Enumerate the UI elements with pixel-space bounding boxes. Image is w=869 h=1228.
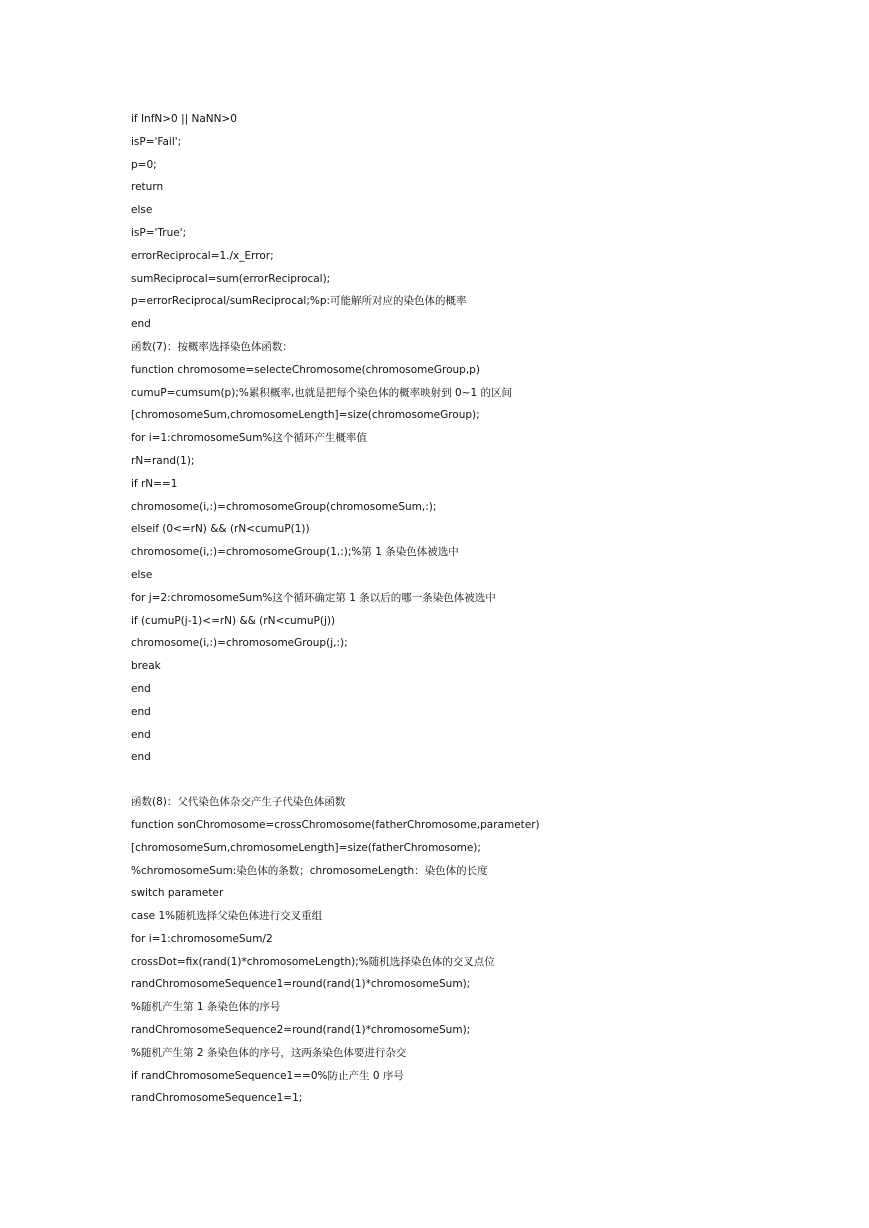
code-line: %随机产生第 2 条染色体的序号，这两条染色体要进行杂交 — [131, 1046, 407, 1059]
code-line: end — [131, 682, 151, 695]
code-line: chromosome(i,:)=chromosomeGroup(j,:); — [131, 637, 348, 650]
code-line: errorReciprocal=1./x_Error; — [131, 249, 274, 262]
code-line: p=0; — [131, 158, 157, 171]
code-line: 函数(7)：按概率选择染色体函数： — [131, 340, 293, 353]
paragraph-gap — [131, 769, 831, 791]
code-line: %chromosomeSum:染色体的条数；chromosomeLength：染色体的长度 — [131, 864, 488, 877]
code-line: chromosome(i,:)=chromosomeGroup(1,:);%第 1 条染色体被选中 — [131, 546, 459, 559]
code-line: randChromosomeSequence1=1; — [131, 1092, 303, 1105]
code-line: if InfN>0 || NaNN>0 — [131, 113, 237, 125]
code-line: 函数(8)：父代染色体杂交产生子代染色体函数 — [131, 796, 346, 809]
code-line: for i=1:chromosomeSum/2 — [131, 932, 273, 945]
code-line: elseif (0<=rN) && (rN<cumuP(1)) — [131, 523, 310, 536]
code-line: case 1%随机选择父染色体进行交叉重组 — [131, 910, 323, 923]
code-block-fitness-and-selection — [131, 108, 831, 769]
document-page — [131, 108, 831, 1110]
code-line: [chromosomeSum,chromosomeLength]=size(fatherChromosome); — [131, 841, 481, 854]
code-line: rN=rand(1); — [131, 454, 195, 467]
code-line: randChromosomeSequence2=round(rand(1)*chromosomeSum); — [131, 1024, 471, 1037]
code-line: chromosome(i,:)=chromosomeGroup(chromosomeSum,:); — [131, 500, 437, 513]
code-line: end — [131, 705, 151, 718]
code-line: function sonChromosome=crossChromosome(fatherChromosome,parameter) — [131, 818, 540, 831]
code-line: break — [131, 660, 161, 673]
code-line: if (cumuP(j-1)<=rN) && (rN<cumuP(j)) — [131, 614, 336, 627]
code-line: function chromosome=selecteChromosome(chromosomeGroup,p) — [131, 363, 480, 376]
code-block-crossover — [131, 791, 831, 1110]
code-line: crossDot=fix(rand(1)*chromosomeLength);%随机选择染色体的交叉点位 — [131, 955, 495, 968]
code-line: else — [131, 568, 153, 581]
code-line: [chromosomeSum,chromosomeLength]=size(chromosomeGroup); — [131, 409, 480, 422]
code-line: if randChromosomeSequence1==0%防止产生 0 序号 — [131, 1069, 404, 1082]
code-line: cumuP=cumsum(p);%累积概率,也就是把每个染色体的概率映射到 0~1 的区间 — [131, 386, 512, 399]
code-line: for i=1:chromosomeSum%这个循环产生概率值 — [131, 432, 367, 445]
code-line: switch parameter — [131, 887, 224, 900]
code-line: %随机产生第 1 条染色体的序号 — [131, 1001, 281, 1014]
code-line: for j=2:chromosomeSum%这个循环确定第 1 条以后的哪一条染色体被选中 — [131, 591, 496, 604]
code-line: return — [131, 181, 164, 194]
code-line: isP='Fail'; — [131, 135, 182, 148]
code-line: if rN==1 — [131, 477, 178, 490]
code-line: p=errorReciprocal/sumReciprocal;%p:可能解所对应的染色体的概率 — [131, 295, 467, 308]
code-line: else — [131, 204, 153, 217]
code-line: end — [131, 318, 151, 331]
code-line: randChromosomeSequence1=round(rand(1)*chromosomeSum); — [131, 978, 471, 991]
code-line: end — [131, 751, 151, 764]
code-line: sumReciprocal=sum(errorReciprocal); — [131, 272, 331, 285]
code-line: end — [131, 728, 151, 741]
code-line: isP='True'; — [131, 226, 187, 239]
